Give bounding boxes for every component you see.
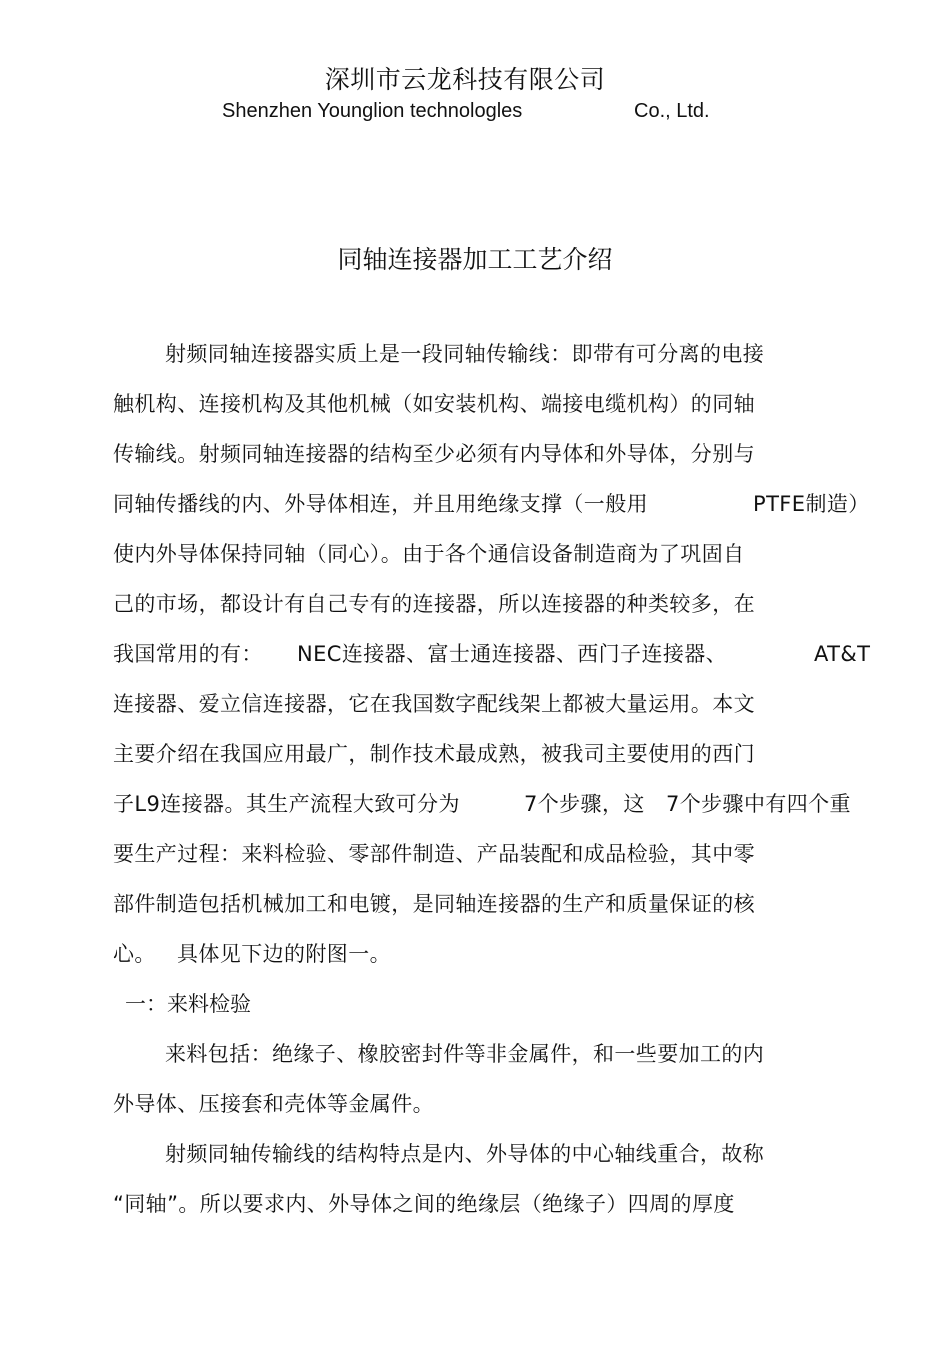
- text-segment: 主要介绍在我国应用最广，制作技术最成熟，被我司主要使用的西门: [113, 742, 755, 766]
- text-segment: 传输线。射频同轴连接器的结构至少必须有内导体和外导体，分别与: [113, 442, 755, 466]
- company-name-chinese: 深圳市云龙科技有限公司: [324, 65, 606, 94]
- text-segment: 要生产过程：来料检验、零部件制造、产品装配和成品检验，其中零: [113, 842, 755, 866]
- company-name-english-part2: Co., Ltd.: [634, 100, 710, 122]
- text-segment: 使内外导体保持同轴（同心）。由于各个通信设备制造商为了巩固自: [113, 542, 745, 566]
- document-title: 同轴连接器加工工艺介绍: [337, 245, 613, 274]
- text-segment: 射频同轴传输线的结构特点是内、外导体的中心轴线重合，故称: [165, 1142, 765, 1166]
- text-segment: 同轴传播线的内、外导体相连，并且用绝缘支撑（一般用: [113, 492, 648, 516]
- text-segment: 子L9连接器。其生产流程大致可分为: [113, 792, 460, 816]
- text-segment: 外导体、压接套和壳体等金属件。: [113, 1092, 434, 1116]
- text-segment: 射频同轴连接器实质上是一段同轴传输线：即带有可分离的电接: [165, 342, 765, 366]
- text-segment: PTFE制造）: [753, 492, 870, 516]
- text-segment: 来料包括：绝缘子、橡胶密封件等非金属件，和一些要加工的内: [165, 1042, 765, 1066]
- text-segment: 我国常用的有：: [113, 642, 263, 666]
- text-segment: 连接器、爱立信连接器，它在我国数字配线架上都被大量运用。本文: [113, 692, 755, 716]
- text-segment: 己的市场，都设计有自己专有的连接器，所以连接器的种类较多，在: [113, 592, 755, 616]
- text-segment: AT&T: [814, 642, 871, 666]
- section-heading: 一：来料检验: [125, 992, 251, 1016]
- text-segment: 触机构、连接机构及其他机械（如安装机构、端接电缆机构）的同轴: [113, 392, 755, 416]
- text-segment: 部件制造包括机械加工和电镀，是同轴连接器的生产和质量保证的核: [113, 892, 755, 916]
- text-segment: 心。: [113, 942, 156, 966]
- company-name-english-part1: Shenzhen Younglion technologles: [222, 100, 523, 122]
- text-segment: 7个步骤中有四个重: [666, 792, 851, 816]
- text-segment: 7个步骤，这: [524, 792, 645, 816]
- text-segment: “同轴”。所以要求内、外导体之间的绝缘层（绝缘子）四周的厚度: [113, 1192, 735, 1216]
- text-segment: 具体见下边的附图一。: [177, 942, 391, 966]
- text-segment: NEC连接器、富士通连接器、西门子连接器、: [297, 642, 728, 666]
